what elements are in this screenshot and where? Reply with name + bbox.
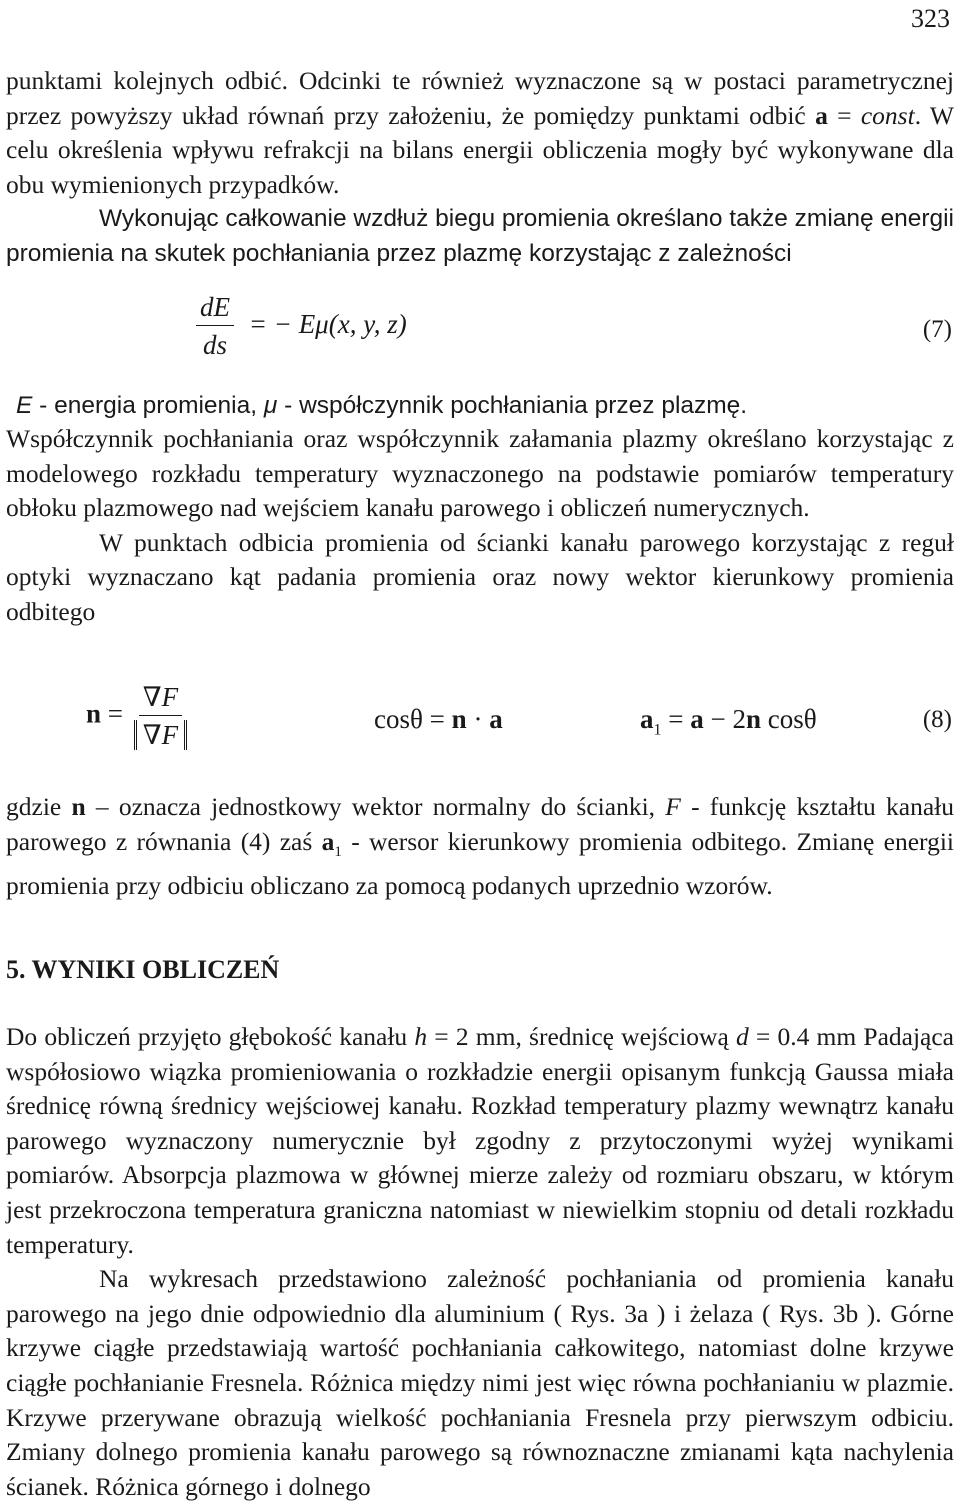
eq8-rhs-cos: cosθ bbox=[761, 704, 817, 734]
equation-8-a1: $a_1 = a - 2n$ cosθ bbox=[640, 704, 817, 739]
p6-c: = 0.4 mm Padająca współosiowo wiązka promieniowania o rozkładzie energii opisanym funkcją Gaussa miała średnicę równą średnicy wejściowej kanału. Rozkład temperatury plazmy wewnątrz kanału parowego wyznaczony numerycznie był zgodny z przytoczonymi wyżej wynikami pomiarów. Absorpcja plazmowa w głównej mierze zależy od rozmiaru obszaru, w którym jest przekroczona temperatura graniczna natomiast w niewielkim stopniu od detali rozkładu temperatury. bbox=[6, 1022, 954, 1259]
p1-bold-a: a bbox=[815, 100, 828, 130]
p5-c: - funkcję kształtu kanału parowego z równania (4) zaś bbox=[6, 792, 954, 856]
equation-8-cos bbox=[374, 704, 503, 735]
legend-text-b: - współczynnik pochłaniania przez plazmę. bbox=[277, 392, 748, 419]
eq8-a1-sub: 1 bbox=[653, 721, 662, 739]
middle-text bbox=[6, 422, 954, 630]
legend-7 bbox=[6, 389, 954, 424]
eq8-dot: · bbox=[466, 704, 490, 734]
eq7-label: (7) bbox=[922, 316, 952, 343]
legend-mu: μ bbox=[263, 392, 278, 419]
paragraph-3: Współczynnik pochłaniania oraz współczynnik załamania plazmy określano korzystając z modelowego rozkładu temperatury wyznaczonego na podstawie pomiarów temperatury obłoku plazmowego nad wejściem kanału parowego i obliczeń numerycznych. bbox=[6, 424, 954, 523]
paragraph-4: W punktach odbicia promienia od ścianki kanału parowego korzystając z reguł optyki wyznaczano kąt padania promienia oraz nowy wektor kierunkowy promienia odbitego bbox=[6, 527, 954, 626]
paragraph-5-block bbox=[6, 790, 954, 904]
eq8-label: (8) bbox=[922, 706, 952, 733]
p5-n: n bbox=[71, 792, 86, 821]
eq8-cos: cosθ = bbox=[374, 704, 452, 734]
eq8-equals: = bbox=[107, 698, 124, 729]
p6-h: h bbox=[414, 1022, 428, 1051]
eq7-numerator: dE bbox=[196, 292, 234, 326]
sans-block-1 bbox=[6, 202, 954, 271]
p5-F: F bbox=[665, 792, 681, 821]
page-number: 323 bbox=[911, 4, 950, 33]
p1-text-a: punktami kolejnych odbić. Odcinki te również wyznaczone są w postaci parametrycznej przez powyższy układ równań przy założeniu, że pomiędzy punktami odbić bbox=[6, 66, 954, 130]
eq8-n-lhs: n bbox=[86, 698, 102, 729]
top-text bbox=[6, 64, 954, 202]
eq7-fraction bbox=[196, 292, 234, 361]
p5-a1: a bbox=[321, 826, 335, 856]
eq8-rhs-a: a bbox=[690, 704, 704, 734]
p6-b: = 2 mm, średnicę wejściową bbox=[427, 1022, 736, 1051]
p6-a: Do obliczeń przyjęto głębokość kanału bbox=[6, 1022, 415, 1051]
eq8-cos-a: a bbox=[489, 704, 503, 734]
eq8-fraction bbox=[130, 682, 191, 751]
paragraph-7: Na wykresach przedstawiono zależność pochłaniania od promienia kanału parowego na jego dnie odpowiednio dla aluminium ( Rys. 3a ) i żelaza ( Rys. 3b ). Górne krzywe ciągłe przedstawiają wartość pochłaniania całkowitego, natomiast dolne krzywe ciągłe pochłanianie Fresnela. Różnica między nimi jest więc równa pochłanianiu w plazmie. Krzywe przerywane obrazują wielkość pochłaniania Fresnela przy pierwszym odbiciu. Zmiany dolnego promienia kanału parowego są równoznaczne zmianami kąta nachylenia ścianek. Różnica górnego i dolnego bbox=[6, 1264, 954, 1501]
p1-const: const bbox=[860, 100, 915, 130]
eq7-denominator: ds bbox=[202, 330, 227, 360]
equation-7 bbox=[196, 292, 407, 361]
legend-E: E bbox=[16, 392, 33, 419]
paragraph-2: Wykonując całkowanie wzdłuż biegu promienia określano także zmianę energii promienia na skutek pochłaniania przez plazmę korzystając z zależności bbox=[6, 205, 954, 267]
p5-d: - wersor kierunkowy promienia odbitego. Zmianę energii promienia przy odbiciu obliczano za pomocą podanych uprzednio wzorów. bbox=[6, 826, 954, 901]
p1-text-b: = bbox=[827, 100, 861, 130]
results-text bbox=[6, 1020, 954, 1504]
eq8-cos-n: n bbox=[451, 704, 467, 734]
p5-a: gdzie bbox=[6, 792, 72, 821]
paragraph-6 bbox=[6, 1020, 954, 1262]
eq8-numerator: ∇F bbox=[139, 682, 182, 716]
p5-a1-sub: 1 bbox=[334, 843, 342, 860]
eq7-rhs: = − Eμ(x, y, z) bbox=[248, 308, 407, 339]
paragraph-5 bbox=[6, 790, 954, 904]
p6-d: d bbox=[735, 1022, 749, 1051]
eq8-a1: a bbox=[640, 704, 654, 734]
legend-text-a: - energia promienia, bbox=[32, 392, 264, 419]
section-heading: 5. WYNIKI OBLICZEŃ bbox=[6, 955, 280, 984]
paragraph-1 bbox=[6, 64, 954, 202]
eq8-rhs-mid: − 2 bbox=[703, 704, 746, 734]
eq8-denominator: ∇F bbox=[134, 720, 187, 750]
eq8-rhs-n: n bbox=[745, 704, 761, 734]
p1-text-c: . W celu określenia wpływu refrakcji na bilans energii obliczenia mogły być wykonywane dla obu wymienionych przypadków. bbox=[6, 100, 954, 199]
equation-8-n bbox=[86, 682, 191, 751]
p5-b: – oznacza jednostkowy wektor normalny do ścianki, bbox=[85, 792, 666, 821]
